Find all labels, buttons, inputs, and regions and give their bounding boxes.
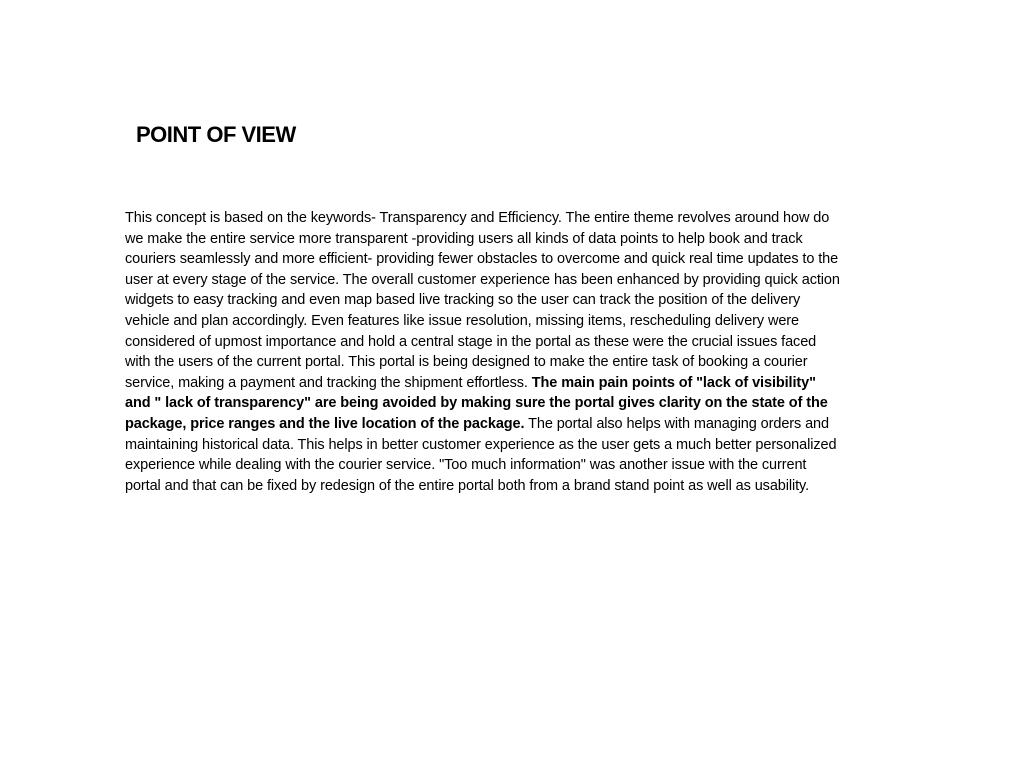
paragraph-text-closing: The portal also helps with managing orders and maintaining historical data. This helps in better customer experience as the user gets a much better personalized experience while dealing with the courier service. "Too much information" was another issue with the current portal and that can be fixed by redesign of the entire portal both from a brand stand point as well as usability. [125, 415, 837, 494]
slide-title: POINT OF VIEW [136, 122, 296, 147]
body-paragraph [125, 208, 841, 496]
paragraph-text-highlight: The main pain points of "lack of visibility" and " lack of transparency" are being avoided by making sure the portal gives clarity on the state of the package, price ranges and the live location of the package. [125, 374, 828, 432]
paragraph-text-intro: This concept is based on the keywords- Transparency and Efficiency. The entire theme revolves around how do we make the entire service more transparent -providing users all kinds of data points to help book and track couriers seamlessly and more efficient- providing fewer obstacles to overcome and quick real time updates to the user at every stage of the service. The overall customer experience has been enhanced by providing quick action widgets to easy tracking and even map based live tracking so the user can track the position of the delivery vehicle and plan accordingly. Even features like issue resolution, missing items, rescheduling delivery were considered of upmost importance and hold a central stage in the portal as these were the crucial issues faced with the users of the current portal. This portal is being designed to make the entire task of booking a courier service, making a payment and tracking the shipment effortless. [125, 210, 840, 391]
